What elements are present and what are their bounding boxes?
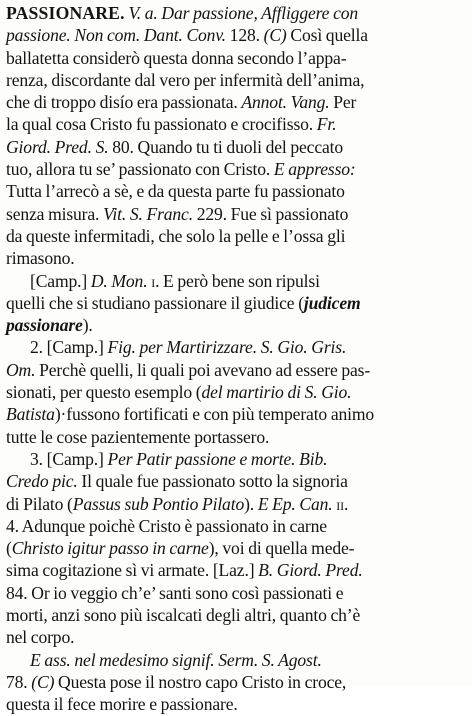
- sense-line: [6, 515, 466, 537]
- text-run: Il quale fue passionato sotto la signoria: [77, 471, 348, 492]
- text-run: 84. Or io veggio ch’e’ santi sono così passionati e: [6, 582, 344, 603]
- italic-run: Per Patir passione e morte. Bib.: [107, 448, 328, 469]
- text-run: )·fussono fortificati e con più temperato animo: [54, 404, 375, 425]
- text-run: .: [343, 493, 349, 514]
- italic-run: passione. Non com. Dant. Conv.: [6, 25, 226, 46]
- text-run: morti, anzi sono più iscalcati degli altri, quanto ch’è: [6, 605, 361, 626]
- definition-line: [6, 91, 466, 113]
- sense-line: [6, 604, 466, 626]
- italic-run: E appresso:: [273, 159, 356, 180]
- italic-run: Fig. per Martirizzare. S. Gio. Gris.: [107, 337, 347, 358]
- sense-line: [6, 448, 466, 470]
- text-run: di Pilato (: [6, 493, 73, 514]
- italic-run: Christo igitur passo in carne: [11, 538, 209, 559]
- sense-line: [6, 336, 466, 358]
- italic-run: (C): [263, 25, 287, 46]
- italic-run: Passus sub Pontio Pilato: [72, 493, 245, 514]
- text-run: la qual cosa Cristo fu passionato e crocifisso.: [6, 114, 317, 135]
- entry-passionare: [6, 2, 466, 716]
- italic-run: Batista: [6, 404, 55, 425]
- definition-line: [6, 225, 466, 247]
- sense-line: [6, 359, 466, 381]
- sense-line: [6, 649, 466, 671]
- italic-run: Fr.: [316, 114, 337, 135]
- text-run: 2. [Camp.]: [30, 337, 108, 358]
- sense-line: [6, 426, 466, 448]
- text-run: sionati, per questo esemplo (: [6, 382, 202, 403]
- text-run: tutte le cose pazientemente portassero.: [6, 426, 270, 447]
- definition-line: [6, 203, 466, 225]
- italic-run: Om.: [6, 359, 36, 380]
- italic-run: V. a. Dar passione, Affliggere con: [128, 3, 359, 23]
- bold-italic-run: judicem: [303, 292, 361, 313]
- text-run: [Camp.]: [30, 270, 91, 291]
- text-run: che di troppo disío era passionata.: [6, 92, 242, 113]
- sense-line: [6, 582, 466, 604]
- text-run: Così quella: [286, 25, 368, 46]
- sense-line: [6, 403, 466, 425]
- italic-run: del martirio di S. Gio.: [201, 382, 352, 403]
- definition-line: [6, 69, 466, 91]
- text-run: 78.: [6, 671, 32, 692]
- text-run: sima cogitazione sì vi armate. [Laz.]: [6, 560, 259, 581]
- text-run: ).: [82, 315, 93, 336]
- italic-run: (C): [31, 671, 55, 692]
- text-run: Perchè quelli, li quali poi avevano ad essere pas-: [35, 359, 371, 380]
- definition-line: [6, 47, 466, 69]
- definition-line: [6, 24, 466, 46]
- text-run: 229. Fue sì passionato: [192, 203, 349, 224]
- sense-line: [6, 270, 466, 292]
- bold-italic-run: passionare: [6, 315, 83, 336]
- text-run: ballatetta considerò questa donna secondo l’appa-: [6, 47, 347, 68]
- sense-line: [6, 314, 466, 336]
- sense-line: [6, 493, 466, 515]
- italic-run: Annot. Vang.: [241, 92, 330, 113]
- text-run: Tutta l’arrecò a sè, e da questa parte fu passionato: [6, 181, 345, 202]
- italic-run: D. Mon.: [90, 270, 148, 291]
- text-run: questa il fece morire e passionare.: [6, 694, 238, 715]
- text-run: 4. Adunque poichè Cristo è passionato: [6, 515, 273, 536]
- text-run: in carne: [272, 515, 327, 536]
- definition-line: [6, 247, 466, 269]
- definition-line: [6, 158, 466, 180]
- definition-line: [6, 2, 466, 24]
- text-run: 3. [Camp.]: [30, 448, 108, 469]
- sense-line: [6, 292, 466, 314]
- text-run: 80. Quando tu ti duoli del peccato: [108, 136, 344, 157]
- italic-run: B. Giord. Pred.: [258, 560, 363, 581]
- text-run: Per: [329, 92, 357, 113]
- text-run: da queste infermitadi, che solo la pelle e l’ossa gli: [6, 225, 346, 246]
- text-run: quelli che si studiano passionare il giudice (: [6, 292, 304, 313]
- sense-line: [6, 626, 466, 648]
- text-run: Questa pose il nostro capo Cristo in croce,: [54, 671, 347, 692]
- text-run: ), voi di quella mede-: [208, 538, 355, 559]
- sense-line: [6, 381, 466, 403]
- italic-run: Credo pic.: [6, 471, 78, 492]
- text-run: tuo, allora tu se’ passionato con Cristo.: [6, 159, 274, 180]
- text-run: nel corpo.: [6, 627, 75, 648]
- italic-run: Giord. Pred. S.: [6, 136, 109, 157]
- headword: PASSIONARE.: [6, 3, 125, 23]
- sense-line: [6, 537, 466, 559]
- small-caps-run: i: [151, 270, 156, 291]
- sense-line: [6, 693, 466, 715]
- text-run: renza, discordante dal vero per infermità dell’anima,: [6, 69, 365, 90]
- text-run: senza misura.: [6, 203, 104, 224]
- sense-line: [6, 470, 466, 492]
- definition-line: [6, 180, 466, 202]
- italic-run: E Ep. Can.: [257, 493, 333, 514]
- text-run: rimasono.: [6, 248, 75, 269]
- definition-line: [6, 113, 466, 135]
- text-run: . E però bene son ripulsi: [155, 270, 320, 291]
- italic-run: Vit. S. Franc.: [103, 203, 193, 224]
- text-run: 128.: [225, 25, 264, 46]
- small-caps-run: ii: [336, 493, 344, 514]
- sense-line: [6, 671, 466, 693]
- definition-line: [6, 136, 466, 158]
- italic-run: E ass. nel medesimo signif. Serm. S. Agost.: [30, 649, 322, 670]
- sense-line: [6, 559, 466, 581]
- text-run: (: [6, 538, 12, 559]
- text-run: ).: [244, 493, 258, 514]
